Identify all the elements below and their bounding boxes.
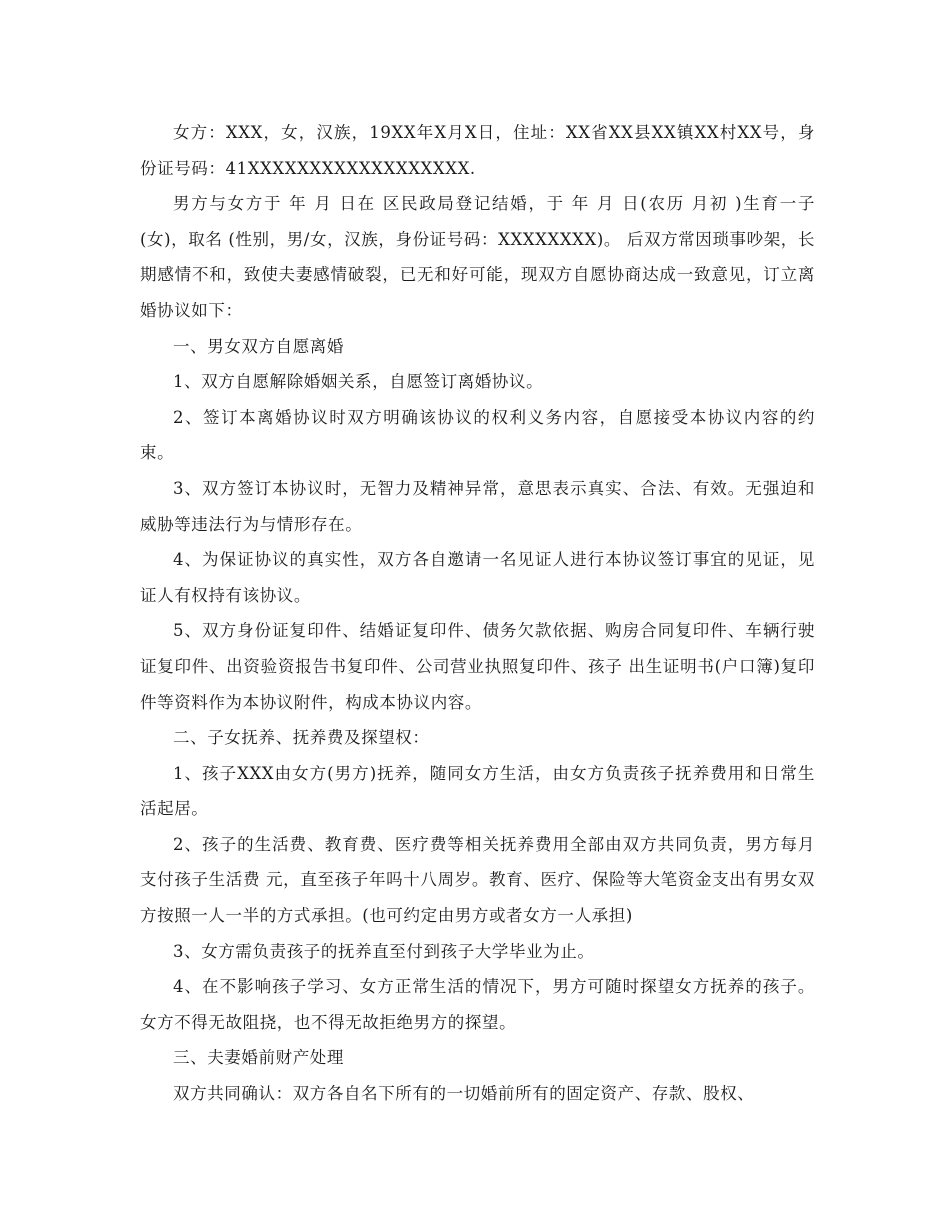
section-heading-1: 一、男女双方自愿离婚	[173, 336, 344, 356]
clause-2-4: 4、在不影响孩子学习、女方正常生活的情况下，男方可随时探望女方抚养的孩子。女方不得无故阻挠，也不得无故拒绝男方的探望。	[140, 977, 815, 1032]
clause-1-3: 3、双方签订本协议时，无智力及精神异常，意思表示真实、合法、有效。无强迫和威胁等违法行为与情形存在。	[140, 478, 815, 534]
clause-1-2: 2、签订本离婚协议时双方明确该协议的权利义务内容，自愿接受本协议内容的约束。	[140, 407, 815, 463]
marriage-background: 男方与女方于 年 月 日在 区民政局登记结婚，于 年 月 日(农历 月初 )生育一子(女)，取名 (性别，男/女，汉族，身份证号码：XXXXXXXX)。 后双方常因琐事吵架，长期感情不和，致使夫妻感情破裂，已无和好可能，现双方自愿协商达成一致意见，订立离婚协议如下：	[140, 194, 815, 320]
clause-2-3: 3、女方需负责孩子的抚养直至付到孩子大学毕业为止。	[173, 941, 595, 961]
clause-1-5: 5、双方身份证复印件、结婚证复印件、债务欠款依据、购房合同复印件、车辆行驶证复印件、出资验资报告书复印件、公司营业执照复印件、孩子 出生证明书(户口簿)复印件等资料作为本协议附件，构成本协议内容。	[140, 621, 815, 712]
clause-1-1: 1、双方自愿解除婚姻关系，自愿签订离婚协议。	[173, 372, 544, 392]
clause-1-4: 4、为保证协议的真实性，双方各自邀请一名见证人进行本协议签订事宜的见证，见证人有权持有该协议。	[140, 550, 815, 605]
section-heading-3: 三、夫妻婚前财产处理	[173, 1048, 344, 1068]
clause-3-intro: 双方共同确认：双方各自名下所有的一切婚前所有的固定资产、存款、股权、	[173, 1084, 755, 1104]
clause-2-1: 1、孩子XXX由女方(男方)抚养，随同女方生活，由女方负责孩子抚养费用和日常生活起居。	[140, 763, 815, 819]
party-female-info: 女方：XXX，女，汉族，19XX年X月X日，住址：XX省XX县XX镇XX村XX号，身份证号码：41XXXXXXXXXXXXXXXXXX.	[140, 123, 815, 178]
section-heading-2: 二、子女抚养、抚养费及探望权：	[173, 728, 430, 748]
document-body	[140, 115, 815, 1112]
clause-2-2: 2、孩子的生活费、教育费、医疗费等相关抚养费用全部由双方共同负责，男方每月支付孩子生活费 元，直至孩子年吗十八周岁。教育、医疗、保险等大笔资金支出有男女双方按照一人一半的方式承担。(也可约定由男方或者女方一人承担)	[140, 834, 815, 926]
